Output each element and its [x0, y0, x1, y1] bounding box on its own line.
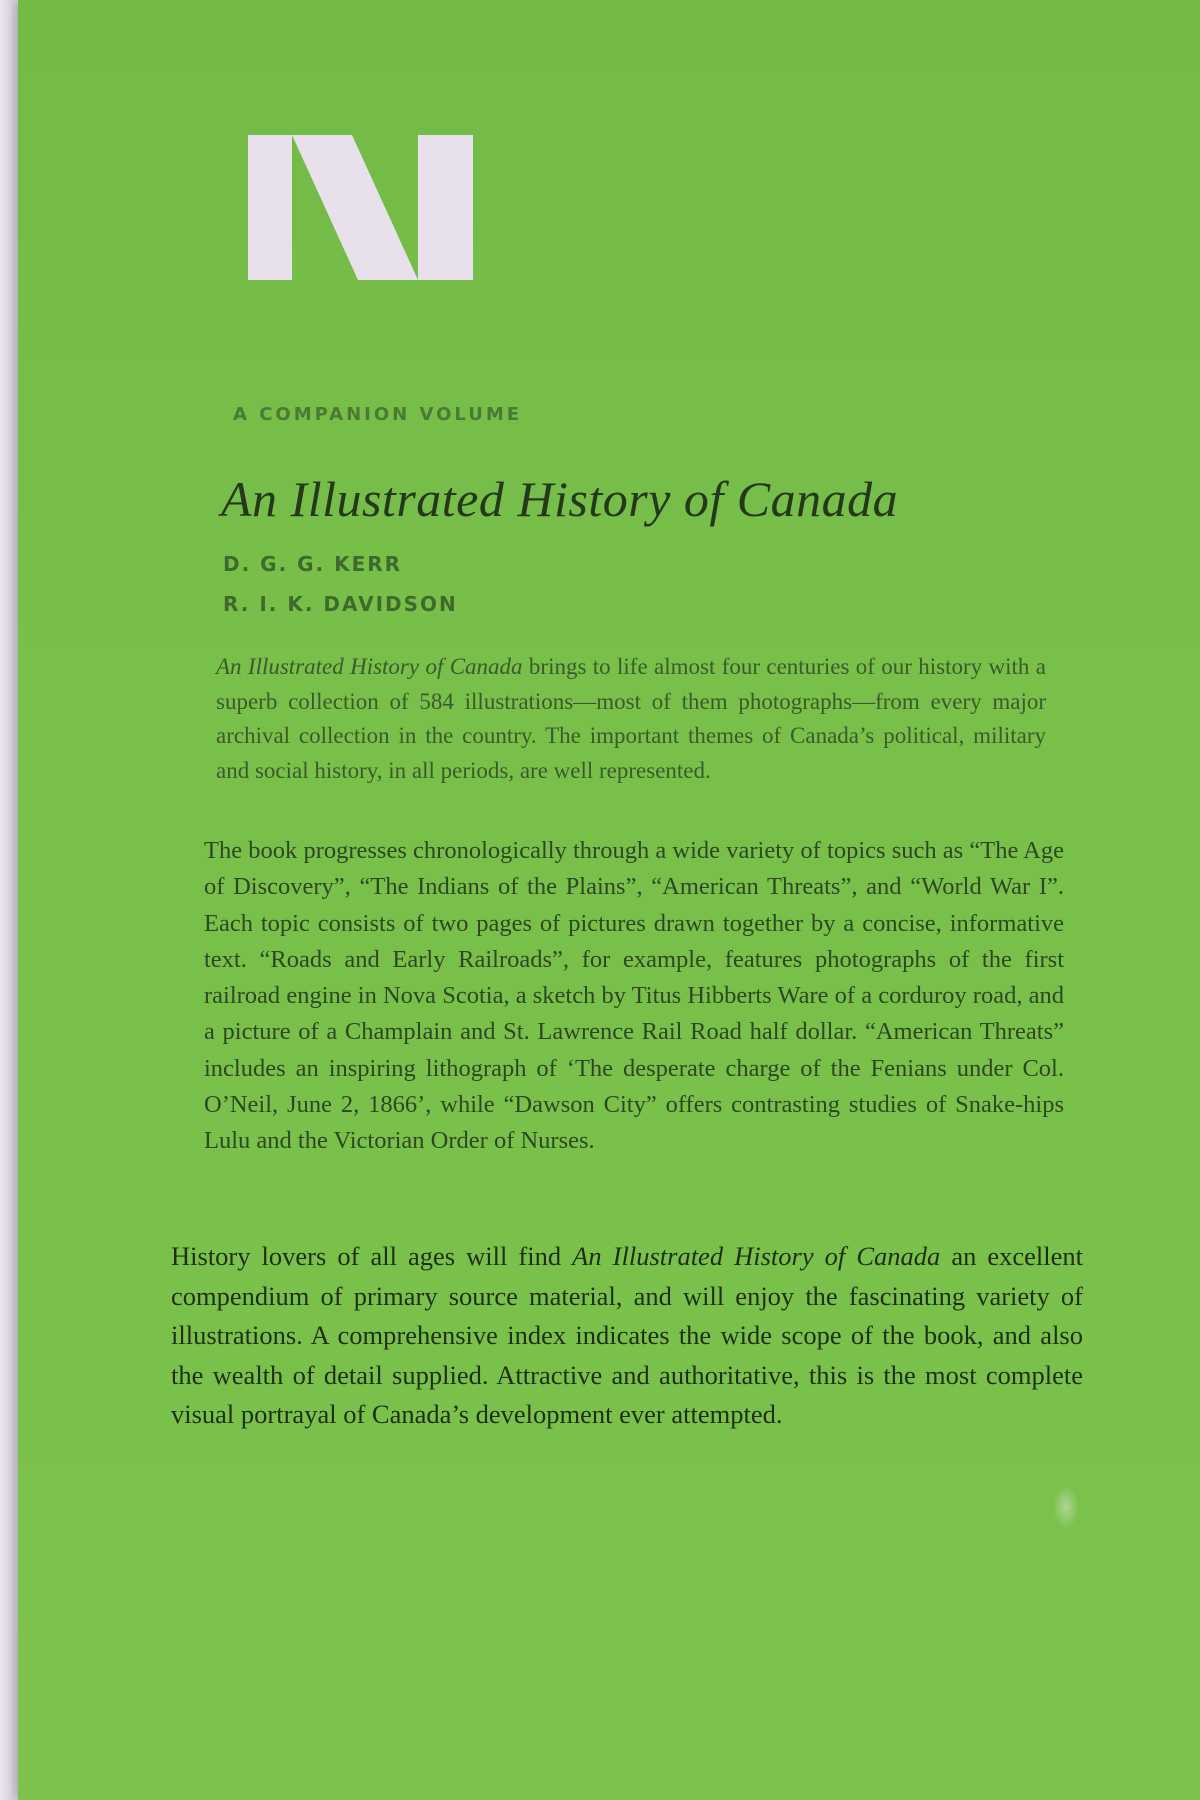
paragraph-1-text: brings to life almost four centuries of our history with a superb collection of 584 illustrations—most of them photographs—from every major archival collection in the country. The important themes of Canada’s political, military and social history, in all periods, are well represented.	[216, 654, 1046, 783]
back-cover	[18, 0, 1200, 1800]
author-kerr: D. G. G. KERR	[223, 552, 403, 576]
companion-volume-label: A COMPANION VOLUME	[233, 404, 523, 425]
n-logo-icon	[248, 135, 473, 280]
paragraph-3-text: an excellent compendium of primary source material, and will enjoy the fascinating variety of illustrations. A comprehensive index indicates the wide scope of the book, and also the wealth of detail supplied. Attractive and authoritative, this is the most complete visual portrayal of Canada’s development ever attempted.	[171, 1241, 1084, 1429]
italic-book-title: An Illustrated History of Canada	[216, 654, 523, 679]
blurb-paragraph-3	[171, 1237, 1083, 1435]
book-title: An Illustrated History of Canada	[221, 471, 899, 527]
blurb-paragraph-2: The book progresses chronologically through a wide variety of topics such as “The Age of Discovery”, “The Indians of the Plains”, “American Threats”, and “World War I”. Each topic consists of two pages of pictures drawn together by a concise, informative text. “Roads and Early Railroads”, for example, features photographs of the first railroad engine in Nova Scotia, a sketch by Titus Hibberts Ware of a corduroy road, and a picture of a Champlain and St. Lawrence Rail Road half dollar. “American Threats” includes an inspiring lithograph of ‘The desperate charge of the Fenians under Col. O’Neil, June 2, 1866’, while “Dawson City” offers contrasting studies of Snake-hips Lulu and the Victorian Order of Nurses.	[204, 837, 1064, 1155]
paragraph-3-lead: History lovers of all ages will find	[171, 1241, 573, 1271]
cover-smudge	[1053, 1485, 1079, 1529]
author-davidson: R. I. K. DAVIDSON	[223, 592, 458, 616]
publisher-logo	[248, 135, 473, 280]
italic-book-title-2: An Illustrated History of Canada	[572, 1241, 941, 1271]
page-edge	[0, 0, 18, 1800]
blurb-paragraph-1	[216, 650, 1046, 788]
